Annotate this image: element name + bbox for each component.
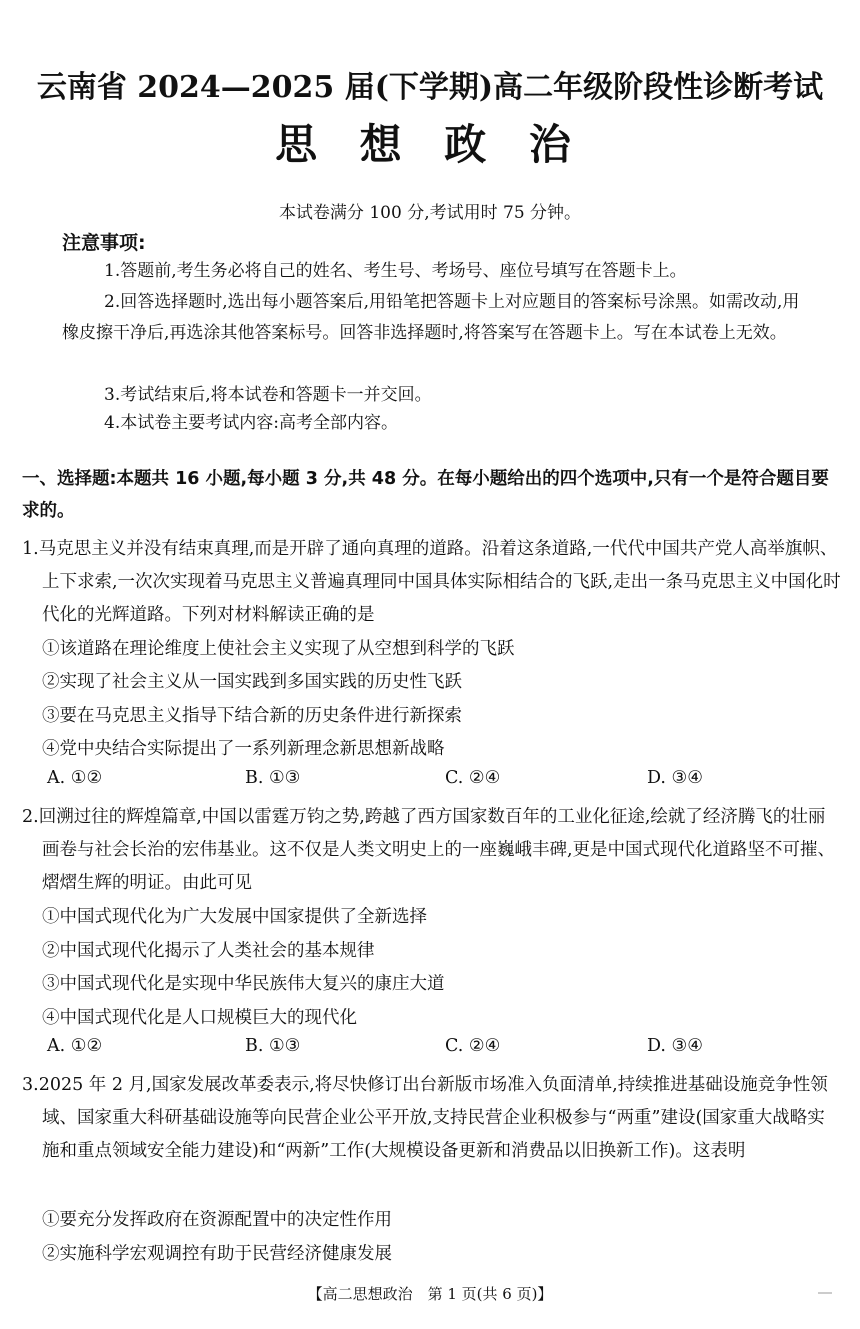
question-stem-text: 2.回溯过往的辉煌篇章,中国以雷霆万钧之势,跨越了西方国家数百年的工业化征途,绘就了经济腾飞的壮丽画卷与社会长治的宏伟基业。这不仅是人类文明史上的一座巍峨丰碑,更是中国式现代化道路坚不可摧、熠熠生辉的明证。由此可见: [22, 807, 836, 893]
question-1-statement: ②实现了社会主义从一国实践到多国实践的历史性飞跃: [42, 672, 462, 692]
question-stem-text: 1.马克思主义并没有结束真理,而是开辟了通向真理的道路。沿着这条道路,一代代中国共产党人高举旗帜、上下求索,一次次实现着马克思主义普遍真理同中国具体实际相结合的飞跃,走出一条马克思主义中国化时代化的光辉道路。下列对材料解读正确的是: [22, 539, 841, 625]
option-d: D. ③④: [647, 768, 703, 788]
option-b: B. ①③: [245, 1036, 301, 1056]
question-2-statement: ④中国式现代化是人口规模巨大的现代化: [42, 1008, 357, 1028]
question-1-statement: ①该道路在理论维度上使社会主义实现了从空想到科学的飞跃: [42, 639, 515, 659]
notice-heading: 注意事项:: [62, 232, 146, 254]
subject-title: 思 想 政 治: [275, 120, 585, 169]
notice-item: 3.考试结束后,将本试卷和答题卡一并交回。: [104, 385, 432, 405]
question-2-statement: ③中国式现代化是实现中华民族伟大复兴的康庄大道: [42, 974, 445, 994]
option-c: C. ②④: [445, 768, 501, 788]
question-1-options: [47, 768, 767, 801]
question-2-options: [47, 1036, 767, 1069]
question-3-statement: ②实施科学宏观调控有助于民营经济健康发展: [42, 1244, 392, 1264]
exam-info: 本试卷满分 100 分,考试用时 75 分钟。: [278, 203, 582, 223]
option-a: A. ①②: [47, 1036, 103, 1056]
page-footer: 【高二思想政治 第 1 页(共 6 页)】: [307, 1285, 553, 1303]
notice-item: 1.答题前,考生务必将自己的姓名、考生号、考场号、座位号填写在答题卡上。: [104, 261, 687, 281]
corner-mark: [818, 1292, 832, 1294]
question-1-statement: ④党中央结合实际提出了一系列新理念新思想新战略: [42, 739, 445, 759]
option-a: A. ①②: [47, 768, 103, 788]
question-2-stem: [22, 801, 842, 900]
question-3-stem: [22, 1069, 842, 1168]
question-3-statement: ①要充分发挥政府在资源配置中的决定性作用: [42, 1210, 392, 1230]
question-stem-text: 3.2025 年 2 月,国家发展改革委表示,将尽快修订出台新版市场准入负面清单,持续推进基础设施竞争性领域、国家重大科研基础设施等向民营企业公平开放,支持民营企业积极参与“两重”建设(国家重大战略实施和重点领域安全能力建设)和“两新”工作(大规模设备更新和消费品以旧换新工作)。这表明: [22, 1075, 828, 1161]
notice-item: 2.回答选择题时,选出每小题答案后,用铅笔把答题卡上对应题目的答案标号涂黑。如需改动,用橡皮擦干净后,再选涂其他答案标号。回答非选择题时,将答案写在答题卡上。写在本试卷上无效。: [62, 292, 800, 343]
option-b: B. ①③: [245, 768, 301, 788]
option-c: C. ②④: [445, 1036, 501, 1056]
question-2-statement: ②中国式现代化揭示了人类社会的基本规律: [42, 941, 375, 961]
option-d: D. ③④: [647, 1036, 703, 1056]
question-2-statement: ①中国式现代化为广大发展中国家提供了全新选择: [42, 907, 427, 927]
question-1-stem: [22, 533, 842, 632]
question-1-statement: ③要在马克思主义指导下结合新的历史条件进行新探索: [42, 706, 462, 726]
section-heading: 一、选择题:本题共 16 小题,每小题 3 分,共 48 分。在每小题给出的四个选项中,只有一个是符合题目要求的。: [22, 469, 829, 521]
exam-title: 云南省 2024—2025 届(下学期)高二年级阶段性诊断考试: [36, 70, 824, 105]
notice-item: 4.本试卷主要考试内容:高考全部内容。: [104, 413, 398, 433]
